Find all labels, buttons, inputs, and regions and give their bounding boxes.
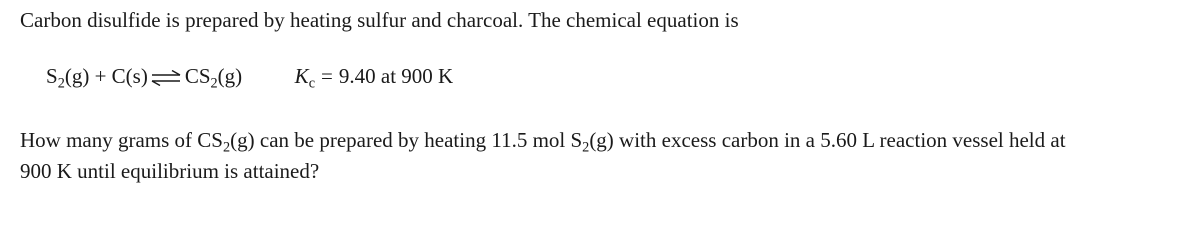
equilibrium-arrow-icon: [151, 66, 181, 92]
reactant-sulfur: $S_2(g)$: [46, 64, 90, 92]
plus-sign: +: [94, 64, 107, 88]
problem-intro: Carbon disulfide is prepared by heating sulfur and charcoal. The chemical equation is: [20, 8, 739, 32]
product-carbon-disulfide: $CS_2(g)$: [184, 64, 243, 92]
chemical-equation: [46, 63, 453, 92]
reactant-carbon: C(s): [111, 64, 148, 88]
question-line-1: How many grams of $CS_2(g)$ can be prepared by heating 11.5 mol $S_2(g)$ with excess carbon in a 5.60 L reaction vessel held at: [20, 128, 1066, 156]
equilibrium-constant: $K_c = 9.40$ at 900 K: [294, 64, 454, 92]
question-line-2: 900 K until equilibrium is attained?: [20, 159, 320, 183]
